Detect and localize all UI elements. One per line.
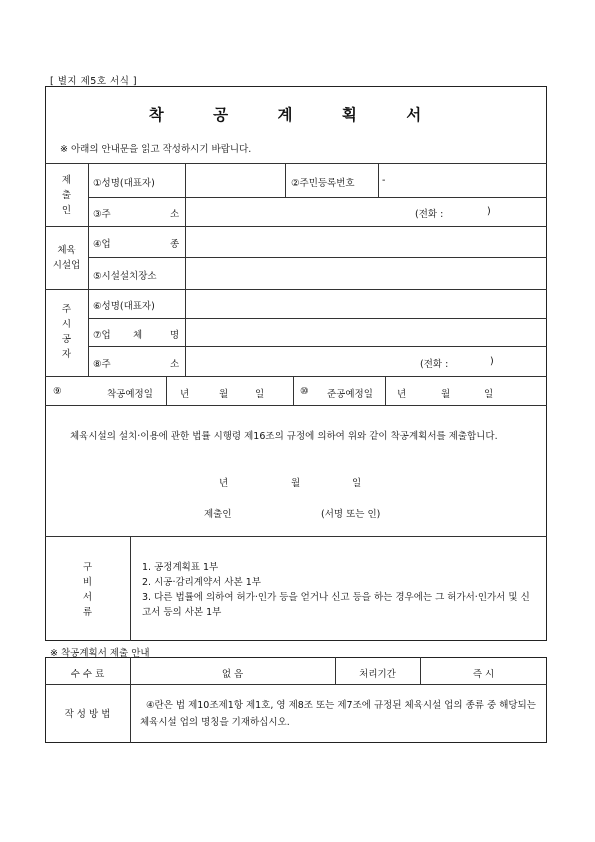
facility-section-label: 체육 시설업	[52, 245, 81, 271]
period-value: 즉 시	[472, 669, 495, 680]
facility-location-field[interactable]	[186, 258, 545, 288]
submitter-address-label: ③주	[93, 209, 111, 220]
start-date-label: 착공예정일	[107, 389, 153, 400]
submitter-name-label: ①성명(대표자)	[93, 178, 155, 189]
builder-company-label: ⑦업	[93, 330, 111, 341]
submitter-phone-close: )	[487, 206, 491, 217]
end-date-year: 년	[397, 389, 407, 400]
builder-company-label-3: 명	[170, 330, 180, 341]
builder-name-label: ⑥성명(대표자)	[93, 301, 155, 312]
statement-text: 체육시설의 설치·이용에 관한 법률 시행령 제16조의 규정에 의하여 위와 같이 착공계획서를 제출합니다.	[70, 431, 498, 442]
builder-section-label: 주 시 공 자	[61, 304, 72, 360]
start-date-day: 일	[255, 389, 265, 400]
builder-address-label: ⑧주	[93, 359, 111, 370]
sign-date-year: 년	[219, 478, 229, 489]
end-date-day: 일	[484, 389, 494, 400]
notice-text: ※ 아래의 안내문을 읽고 작성하시기 바랍니다.	[60, 144, 252, 155]
end-date-number: ⑩	[300, 386, 309, 397]
fee-value: 없 음	[221, 669, 244, 680]
sign-date-month: 월	[291, 478, 301, 489]
start-date-year: 년	[180, 389, 190, 400]
facility-type-label-2: 종	[170, 239, 180, 250]
submitter-sign-text: (서명 또는 인)	[321, 509, 381, 520]
divider	[45, 684, 547, 685]
divider	[130, 536, 131, 641]
attachment-item: 2. 시공·감리계약서 사본 1부	[142, 577, 261, 588]
end-date-label: 준공예정일	[327, 389, 373, 400]
end-date-month: 월	[441, 389, 451, 400]
facility-location-label: ⑤시설설치장소	[93, 271, 157, 282]
submitter-section-label: 제 출 인	[61, 175, 72, 216]
builder-phone-label: (전화 :	[420, 359, 449, 370]
start-date-number: ⑨	[53, 386, 62, 397]
builder-company-label-2: 체	[133, 330, 143, 341]
method-label: 작 성 방 법	[64, 709, 111, 720]
builder-phone-close: )	[490, 356, 494, 367]
divider	[45, 536, 547, 537]
facility-type-label: ④업	[93, 239, 111, 250]
end-date-field[interactable]	[386, 377, 545, 404]
method-text: ④란은 법 제10조제1항 제1호, 영 제8조 또는 제7조에 규정된 체육시설 업의 종류 중 해당되는 체육시설 업의 명칭을 기재하십시오.	[140, 700, 536, 728]
start-date-month: 월	[219, 389, 229, 400]
divider	[285, 163, 286, 197]
attachments-section-label: 구 비 서 류	[82, 562, 93, 618]
submitter-address-field[interactable]	[186, 198, 545, 225]
submitter-name-field[interactable]	[186, 164, 284, 196]
fee-label: 수 수 료	[70, 669, 105, 680]
attachment-item: 3. 다른 법률에 의하여 허가·인가 등을 얻거나 신고 등을 하는 경우에는 그 허가서·인가서 및 신고서 등의 사본 1부	[142, 592, 530, 618]
facility-type-field[interactable]	[186, 227, 545, 256]
builder-company-field[interactable]	[186, 319, 545, 345]
divider	[293, 376, 294, 405]
form-title: 착 공 계 획 서	[148, 106, 444, 124]
guide-title: ※ 착공계획서 제출 안내	[50, 648, 150, 659]
sign-date-day: 일	[352, 478, 362, 489]
period-label: 처리기간	[359, 669, 396, 680]
submitter-rrn-label: ②주민등록번호	[291, 178, 355, 189]
submitter-rrn-value: -	[382, 175, 386, 186]
submitter-rrn-field[interactable]	[379, 164, 545, 196]
builder-name-field[interactable]	[186, 290, 545, 317]
form-tag: [ 별지 제5호 서식 ]	[50, 76, 138, 87]
divider	[45, 405, 547, 406]
submitter-phone-label: (전화 :	[415, 209, 444, 220]
submitter-sign-label: 제출인	[204, 509, 232, 520]
builder-address-label-2: 소	[170, 359, 180, 370]
divider	[88, 163, 89, 376]
submitter-address-label-2: 소	[170, 209, 180, 220]
attachments-list	[142, 560, 537, 620]
attachment-item: 1. 공정계획표 1부	[142, 562, 219, 573]
